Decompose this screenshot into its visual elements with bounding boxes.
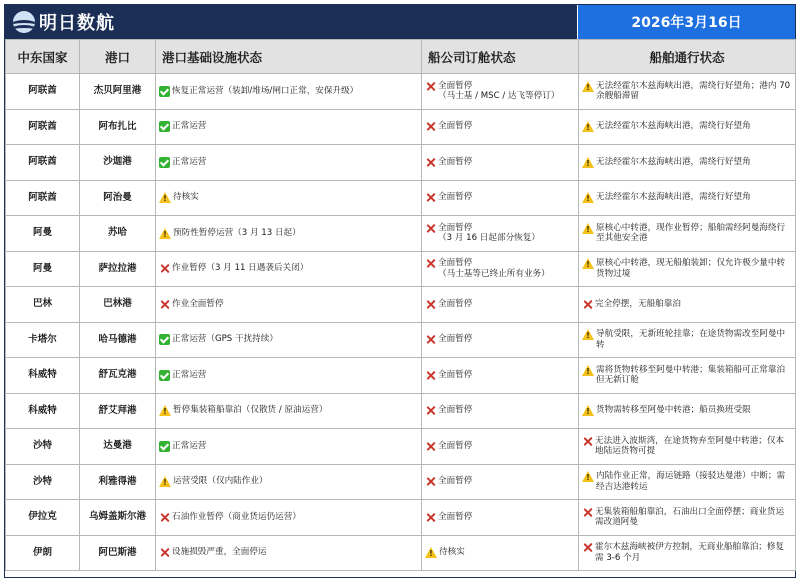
transit-status-text: 无法经霍尔木兹海峡出港，需绕行好望角: [596, 156, 751, 167]
port-cell: 杰贝阿里港: [80, 74, 156, 110]
transit-status-text: 原核心中转港，现作业暂停；船舶需经阿曼海绕行至其他安全港: [596, 222, 786, 244]
cross-icon: [159, 547, 170, 558]
booking-status-cell: [422, 464, 579, 500]
country-cell: 阿联酋: [6, 145, 80, 181]
booking-status-text: 全面暂停 （马士基等已终止所有业务）: [438, 258, 550, 279]
table-row: [6, 535, 796, 571]
report-date: 2026年3月16日: [578, 5, 795, 39]
booking-status-text: 全面暂停: [438, 192, 473, 203]
infra-status-text: 正常运营: [172, 440, 207, 451]
transit-status-cell: [579, 535, 796, 571]
booking-status-cell: [422, 216, 579, 252]
booking-status-text: 全面暂停: [438, 121, 473, 132]
table-row: [6, 393, 796, 429]
port-cell: 达曼港: [80, 429, 156, 465]
port-cell: 阿巴斯港: [80, 535, 156, 571]
infra-status-cell: [156, 109, 422, 145]
booking-status-cell: [422, 74, 579, 110]
infra-status-cell: [156, 500, 422, 536]
warning-icon: [159, 192, 171, 203]
infra-status-cell: [156, 145, 422, 181]
warning-icon: [582, 329, 594, 340]
booking-status-text: 全面暂停 （3 月 16 日起部分恢复）: [438, 222, 540, 244]
port-cell: 萨拉拉港: [80, 251, 156, 287]
cross-icon: [425, 476, 436, 487]
booking-status-text: 全面暂停: [438, 476, 473, 487]
transit-status-text: 内陆作业正常，海运链路（接驳达曼港）中断；需经吉达港转运: [596, 471, 786, 492]
cross-icon: [425, 299, 436, 310]
transit-status-cell: [579, 145, 796, 181]
table-row: [6, 180, 796, 216]
warning-icon: [582, 192, 594, 203]
infra-status-text: 运营受限（仅内陆作业）: [173, 476, 268, 487]
booking-status-text: 待核实: [439, 547, 465, 558]
booking-status-cell: [422, 429, 579, 465]
country-cell: 阿联酋: [6, 109, 80, 145]
report-frame: [4, 4, 796, 578]
warning-icon: [582, 223, 594, 234]
infra-status-text: 恢复正常运营（装卸/堆场/闸口正常，安保升级）: [172, 85, 359, 96]
transit-status-cell: [579, 74, 796, 110]
checkmark-icon: [159, 157, 170, 168]
top-bar: [5, 5, 795, 39]
warning-icon: [582, 157, 594, 168]
infra-status-cell: [156, 464, 422, 500]
infra-status-text: 作业全面暂停: [172, 298, 224, 309]
checkmark-icon: [159, 441, 170, 452]
transit-status-text: 无法经霍尔木兹海峡出港，需绕行好望角: [596, 192, 751, 203]
booking-status-text: 全面暂停: [438, 369, 473, 380]
booking-status-text: 全面暂停: [438, 298, 473, 309]
transit-status-cell: [579, 464, 796, 500]
infra-status-text: 正常运营: [172, 369, 207, 380]
transit-status-cell: [579, 216, 796, 252]
port-cell: 乌姆盖斯尔港: [80, 500, 156, 536]
transit-status-cell: [579, 358, 796, 394]
checkmark-icon: [159, 86, 170, 97]
transit-status-text: 无法进入波斯湾，在途货物弃至阿曼中转港；仅本地陆运货物可提: [595, 435, 785, 457]
port-cell: 利雅得港: [80, 464, 156, 500]
port-cell: 阿布扎比: [80, 109, 156, 145]
table-row: [6, 464, 796, 500]
transit-status-text: 原核心中转港，现无船舶装卸；仅允许极少量中转货物过境: [596, 258, 786, 279]
port-cell: 舒瓦克港: [80, 358, 156, 394]
country-cell: 阿联酋: [6, 74, 80, 110]
transit-status-cell: [579, 251, 796, 287]
header-port: 港口: [80, 40, 156, 74]
warning-icon: [582, 81, 594, 92]
port-status-table: [5, 39, 796, 571]
cross-icon: [425, 334, 436, 345]
booking-status-cell: [422, 500, 579, 536]
country-cell: 伊朗: [6, 535, 80, 571]
booking-status-cell: [422, 358, 579, 394]
table-row: [6, 109, 796, 145]
infra-status-cell: [156, 180, 422, 216]
warning-icon: [159, 405, 171, 416]
table-row: [6, 216, 796, 252]
infra-status-text: 石油作业暂停（商业货运仍运营）: [172, 511, 301, 522]
cross-icon: [425, 441, 436, 452]
country-cell: 阿曼: [6, 216, 80, 252]
infra-status-cell: [156, 287, 422, 323]
warning-icon: [159, 228, 171, 239]
infra-status-cell: [156, 358, 422, 394]
country-cell: 阿曼: [6, 251, 80, 287]
infra-status-text: 正常运营: [172, 121, 207, 132]
warning-icon: [425, 547, 437, 558]
booking-status-text: 全面暂停 （马士基 / MSC / 达飞等停订）: [438, 80, 560, 102]
infra-status-cell: [156, 429, 422, 465]
booking-status-text: 全面暂停: [438, 405, 473, 416]
transit-status-text: 需将货物转移至阿曼中转港；集装箱船可正常靠泊但无新订舱: [596, 364, 786, 386]
booking-status-cell: [422, 145, 579, 181]
transit-status-text: 无集装箱船舶靠泊，石油出口全面停摆；商业货运需改道阿曼: [595, 506, 785, 528]
table-row: [6, 74, 796, 110]
warning-icon: [582, 258, 594, 269]
transit-status-text: 无法经霍尔木兹海峡出港，需绕行好望角；港内 70 余艘船滞留: [596, 80, 791, 102]
transit-status-cell: [579, 109, 796, 145]
country-cell: 沙特: [6, 429, 80, 465]
booking-status-text: 全面暂停: [438, 334, 473, 345]
infra-status-text: 作业暂停（3 月 11 日遇袭后关闭）: [172, 263, 309, 274]
brand-bar: [5, 5, 577, 39]
table-row: [6, 500, 796, 536]
port-cell: 巴林港: [80, 287, 156, 323]
cross-icon: [425, 223, 436, 234]
booking-status-cell: [422, 251, 579, 287]
transit-status-text: 货物需转移至阿曼中转港；船员换班受限: [596, 405, 751, 416]
cross-icon: [425, 121, 436, 132]
country-cell: 科威特: [6, 358, 80, 394]
country-cell: 卡塔尔: [6, 322, 80, 358]
cross-icon: [159, 299, 170, 310]
infra-status-text: 正常运营: [172, 156, 207, 167]
transit-status-text: 霍尔木兹海峡被伊方控制，无商业船舶靠泊；修复需 3-6 个月: [595, 542, 785, 563]
table-row: [6, 322, 796, 358]
table-row: [6, 145, 796, 181]
header-booking: 船公司订舱状态: [422, 40, 579, 74]
booking-status-cell: [422, 322, 579, 358]
cross-icon: [582, 299, 593, 310]
cross-icon: [159, 512, 170, 523]
infra-status-text: 待核实: [173, 192, 199, 203]
table-body: [6, 74, 796, 571]
cross-icon: [425, 81, 436, 92]
cross-icon: [425, 157, 436, 168]
country-cell: 沙特: [6, 464, 80, 500]
cross-icon: [582, 507, 593, 518]
transit-status-cell: [579, 180, 796, 216]
cross-icon: [425, 405, 436, 416]
port-cell: 舒艾拜港: [80, 393, 156, 429]
cross-icon: [159, 263, 170, 274]
infra-status-text: 暂停集装箱船靠泊（仅散货 / 原油运营）: [173, 405, 328, 416]
transit-status-cell: [579, 393, 796, 429]
port-cell: 阿治曼: [80, 180, 156, 216]
warning-icon: [582, 471, 594, 482]
booking-status-cell: [422, 109, 579, 145]
booking-status-cell: [422, 393, 579, 429]
transit-status-cell: [579, 322, 796, 358]
table-header-row: [6, 40, 796, 74]
transit-status-cell: [579, 287, 796, 323]
infra-status-text: 设施损毁严重，全面停运: [172, 547, 267, 558]
transit-status-cell: [579, 429, 796, 465]
booking-status-cell: [422, 287, 579, 323]
port-cell: 哈马德港: [80, 322, 156, 358]
checkmark-icon: [159, 121, 170, 132]
table-row: [6, 429, 796, 465]
infra-status-cell: [156, 251, 422, 287]
brand-name: 明日数航: [39, 13, 115, 34]
checkmark-icon: [159, 334, 170, 345]
infra-status-cell: [156, 393, 422, 429]
table-row: [6, 251, 796, 287]
header-transit: 船舶通行状态: [579, 40, 796, 74]
infra-status-cell: [156, 74, 422, 110]
warning-icon: [582, 121, 594, 132]
transit-status-text: 导航受限，无新班轮挂靠；在途货物需改至阿曼中转: [596, 329, 786, 350]
table-row: [6, 287, 796, 323]
booking-status-cell: [422, 535, 579, 571]
brand-logo-icon: [13, 11, 35, 33]
warning-icon: [582, 405, 594, 416]
infra-status-cell: [156, 322, 422, 358]
country-cell: 阿联酋: [6, 180, 80, 216]
cross-icon: [425, 258, 436, 269]
cross-icon: [425, 370, 436, 381]
transit-status-text: 完全停摆，无船舶靠泊: [595, 298, 681, 309]
cross-icon: [582, 542, 593, 553]
booking-status-text: 全面暂停: [438, 511, 473, 522]
booking-status-text: 全面暂停: [438, 440, 473, 451]
infra-status-cell: [156, 216, 422, 252]
transit-status-cell: [579, 500, 796, 536]
table-row: [6, 358, 796, 394]
port-cell: 苏哈: [80, 216, 156, 252]
booking-status-cell: [422, 180, 579, 216]
warning-icon: [582, 365, 594, 376]
cross-icon: [582, 436, 593, 447]
booking-status-text: 全面暂停: [438, 156, 473, 167]
port-cell: 沙迦港: [80, 145, 156, 181]
infra-status-cell: [156, 535, 422, 571]
country-cell: 科威特: [6, 393, 80, 429]
country-cell: 伊拉克: [6, 500, 80, 536]
header-country: 中东国家: [6, 40, 80, 74]
cross-icon: [425, 512, 436, 523]
transit-status-text: 无法经霍尔木兹海峡出港，需绕行好望角: [596, 121, 751, 132]
infra-status-text: 正常运营（GPS 干扰持续）: [172, 334, 278, 345]
infra-status-text: 预防性暂停运营（3 月 13 日起）: [173, 227, 301, 238]
country-cell: 巴林: [6, 287, 80, 323]
checkmark-icon: [159, 370, 170, 381]
header-infrastructure: 港口基础设施状态: [156, 40, 422, 74]
warning-icon: [159, 476, 171, 487]
cross-icon: [425, 192, 436, 203]
